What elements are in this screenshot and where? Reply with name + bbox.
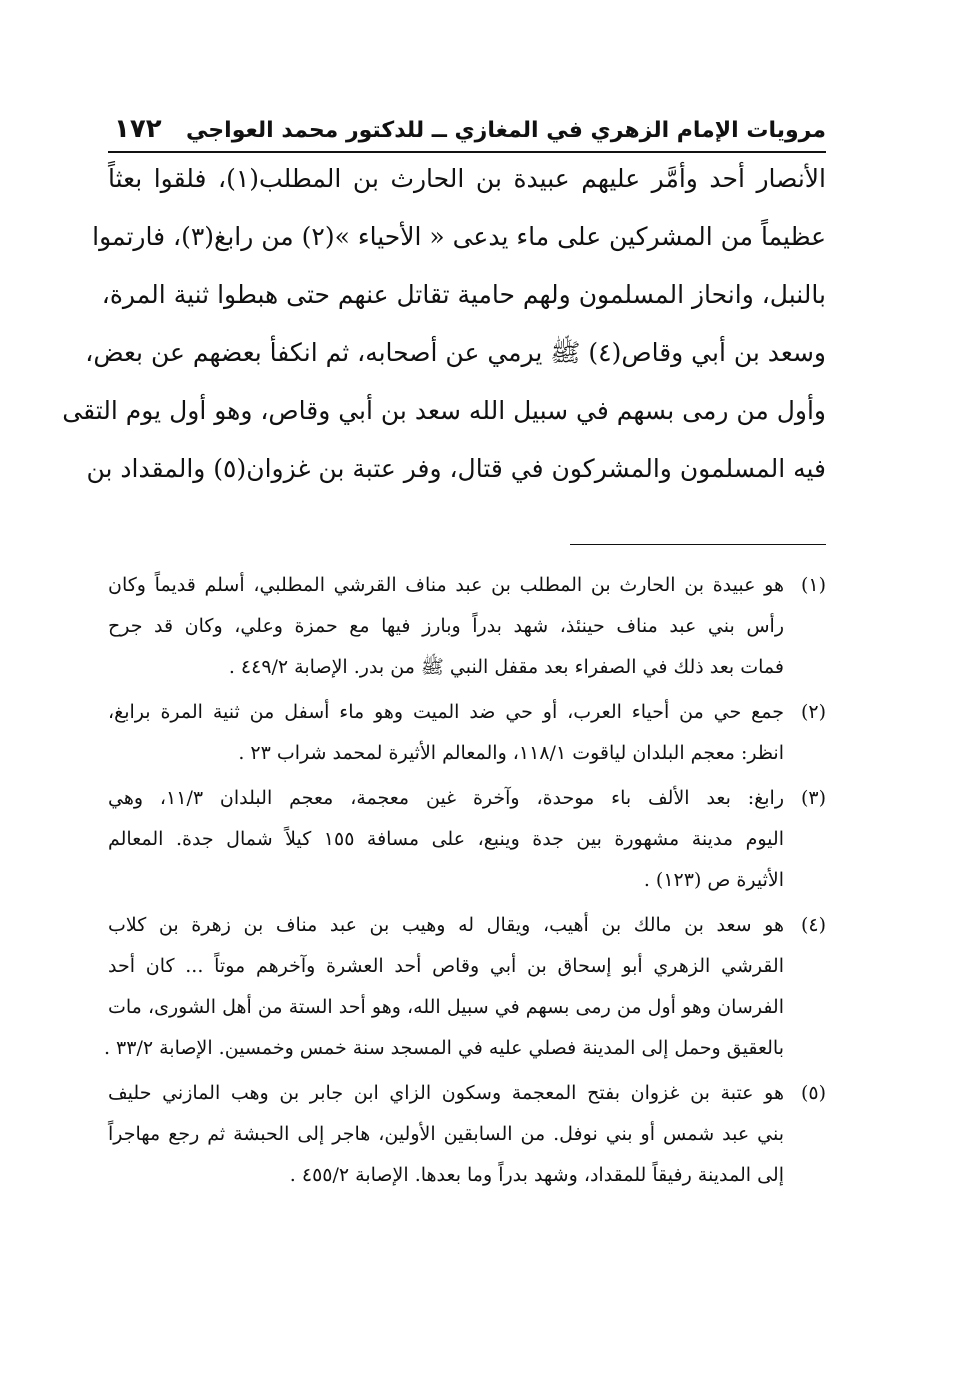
footnote-line: جمع حي من أحياء العرب، أو حي ضد الميت وهو ماء أسفل من ثنية المرة برابغ، xyxy=(108,701,784,723)
footnote-line: هو عتبة بن غزوان بفتح المعجمة وسكون الزاي ابن جابر بن وهب المازني حليف xyxy=(108,1082,784,1104)
footnote-line: إلى المدينة رفيقاً للمقداد، وشهد بدراً وما بعدها. الإصابة ٤٥٥/٢ . xyxy=(289,1164,784,1186)
footnote-line: بالعقيق وحمل إلى المدينة فصلي عليه في المسجد سنة خمس وخمسين. الإصابة ٣٣/٢ . xyxy=(103,1037,784,1059)
text-line: وسعد بن أبي وقاص(٤) ﷺ يرمي عن أصحابه، ثم انكفأ بعضهم عن بعض، xyxy=(85,338,826,367)
footnote-line: اليوم مدينة مشهورة بين جدة وينبع، على مسافة ١٥٥ كيلاً شمال جدة. المعالم xyxy=(108,828,784,850)
footnote-3 xyxy=(108,778,826,901)
page-header xyxy=(108,112,826,152)
footnote-line: القرشي الزهري أبو إسحاق بن أبي وقاص أحد العشرة وآخرهم موتاً ... كان أحد xyxy=(108,955,784,977)
footnote-number: (٥) xyxy=(800,1082,826,1104)
footnote-number: (٤) xyxy=(800,914,826,936)
text-line: عظيماً من المشركين على ماء يدعى « الأحياء »(٢) من رابغ(٣)، فارتموا xyxy=(92,222,826,251)
footnote-line: رابغ: بعد الألف باء موحدة، وآخرة غين معجمة، معجم البلدان ١١/٣، وهي xyxy=(108,787,784,809)
footnote-line: بني عبد شمس أو بني نوفل. من السابقين الأولين، هاجر إلى الحبشة ثم رجع مهاجراً xyxy=(108,1123,784,1145)
footnote-line: هو سعد بن مالك بن أهيب، ويقال له وهيب بن عبد مناف بن زهرة بن كلاب xyxy=(108,914,784,936)
footnote-line: رأس بني عبد مناف حينئذ، شهد بدراً وبارز فيها مع حمزة وعلي، وكان قد جرح xyxy=(108,615,784,637)
footnote-5 xyxy=(108,1073,826,1196)
footnotes xyxy=(103,565,826,1200)
footnote-number: (١) xyxy=(800,574,826,596)
footnote-1 xyxy=(108,565,826,688)
footnote-separator xyxy=(570,544,826,545)
text-line: فيه المسلمون والمشركون في قتال، وفر عتبة بن غزوان(٥) والمقداد بن xyxy=(86,454,826,483)
footnote-2 xyxy=(108,692,826,774)
footnote-line: انظر: معجم البلدان لياقوت ١١٨/١، والمعالم الأثيرة لمحمد شراب ٢٣ . xyxy=(238,742,784,764)
footnote-line: الأثيرة ص (١٢٣) . xyxy=(643,869,784,891)
footnote-number: (٢) xyxy=(800,701,826,723)
text-line: بالنبل، وانحاز المسلمون ولهم حامية تقاتل عنهم حتى هبطوا ثنية المرة، xyxy=(101,280,826,309)
page-number: ١٧٢ xyxy=(114,114,162,144)
footnote-4 xyxy=(103,905,826,1069)
main-text xyxy=(62,150,826,498)
running-title: مرويات الإمام الزهري في المغازي ــ للدكتور محمد العواجي xyxy=(186,118,826,143)
text-line: وأول من رمى بسهم في سبيل الله سعد بن أبي وقاص، وهو أول يوم التقى xyxy=(62,396,826,425)
footnote-number: (٣) xyxy=(800,787,826,809)
footnote-line: هو عبيدة بن الحارث بن المطلب بن عبد مناف القرشي المطلبي، أسلم قديماً وكان xyxy=(108,574,784,596)
footnote-line: فمات بعد ذلك في الصفراء بعد مقفل النبي ﷺ من بدر. الإصابة ٤٤٩/٢ . xyxy=(228,656,784,678)
text-line: الأنصار أحد وأمَّر عليهم عبيدة بن الحارث بن المطلب(١)، فلقوا بعثاً xyxy=(108,164,826,193)
footnote-line: الفرسان وهو أول من رمى بسهم في سبيل الله، وهو أحد الستة من أهل الشورى، مات xyxy=(108,996,784,1018)
